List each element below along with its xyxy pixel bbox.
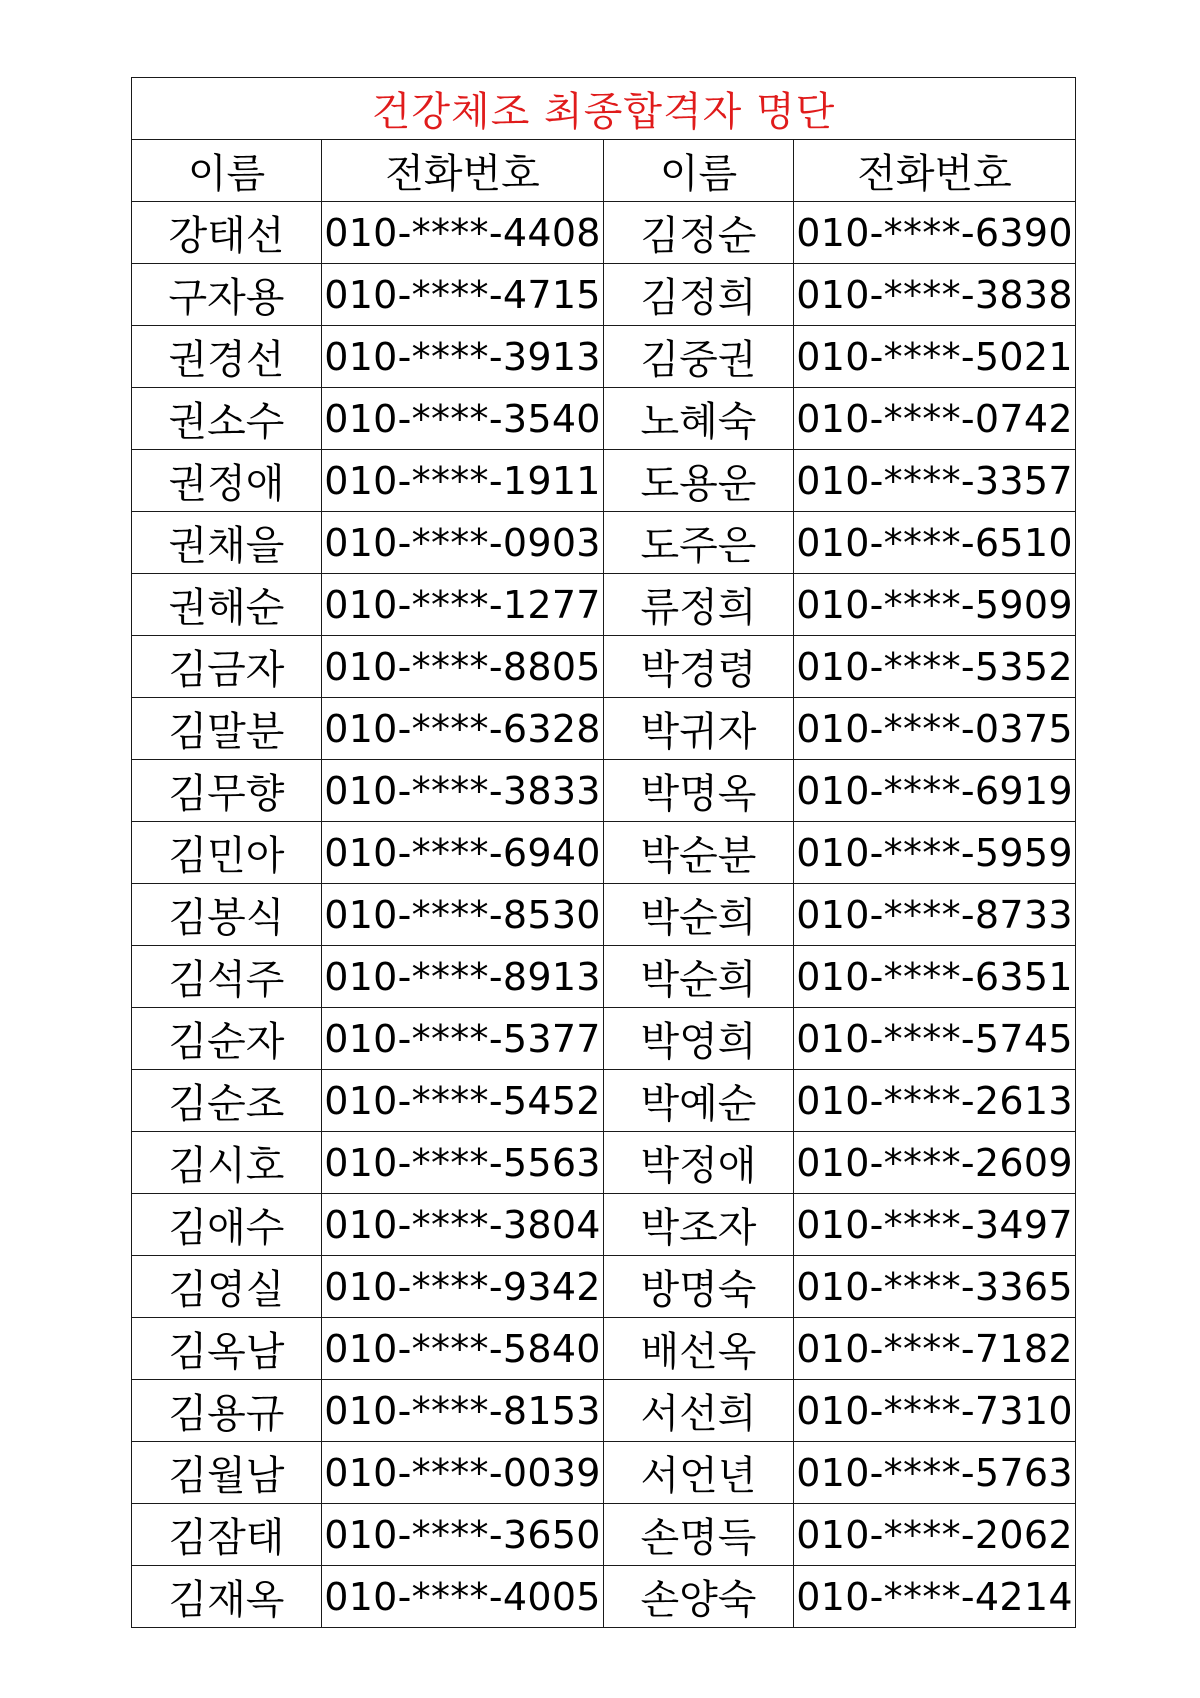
person-name-right: 박경령 — [604, 636, 794, 698]
table-row — [132, 1256, 1076, 1318]
column-header-phone-right: 전화번호 — [794, 140, 1076, 202]
person-name-left: 김애수 — [132, 1194, 322, 1256]
phone-number-left: 010-****-3540 — [322, 388, 604, 450]
table-row — [132, 1566, 1076, 1628]
person-name-right: 도용운 — [604, 450, 794, 512]
phone-number-right: 010-****-5021 — [794, 326, 1076, 388]
person-name-left: 김시호 — [132, 1132, 322, 1194]
phone-number-left: 010-****-4715 — [322, 264, 604, 326]
table-row — [132, 1194, 1076, 1256]
phone-number-left: 010-****-1277 — [322, 574, 604, 636]
person-name-left: 김잠태 — [132, 1504, 322, 1566]
phone-number-right: 010-****-5959 — [794, 822, 1076, 884]
table-row — [132, 512, 1076, 574]
person-name-right: 류정희 — [604, 574, 794, 636]
person-name-left: 권소수 — [132, 388, 322, 450]
phone-number-left: 010-****-3650 — [322, 1504, 604, 1566]
document-title: 건강체조 최종합격자 명단 — [132, 78, 1076, 140]
column-header-name-left: 이름 — [132, 140, 322, 202]
phone-number-right: 010-****-6919 — [794, 760, 1076, 822]
person-name-left: 김말분 — [132, 698, 322, 760]
phone-number-left: 010-****-3913 — [322, 326, 604, 388]
phone-number-left: 010-****-3833 — [322, 760, 604, 822]
phone-number-left: 010-****-5452 — [322, 1070, 604, 1132]
phone-number-right: 010-****-6390 — [794, 202, 1076, 264]
person-name-right: 박정애 — [604, 1132, 794, 1194]
phone-number-right: 010-****-7310 — [794, 1380, 1076, 1442]
table-row — [132, 1318, 1076, 1380]
phone-number-right: 010-****-2613 — [794, 1070, 1076, 1132]
person-name-left: 김순자 — [132, 1008, 322, 1070]
person-name-right: 박순희 — [604, 946, 794, 1008]
table-row — [132, 822, 1076, 884]
phone-number-left: 010-****-6940 — [322, 822, 604, 884]
person-name-right: 배선옥 — [604, 1318, 794, 1380]
phone-number-left: 010-****-8805 — [322, 636, 604, 698]
person-name-right: 노혜숙 — [604, 388, 794, 450]
person-name-left: 김순조 — [132, 1070, 322, 1132]
person-name-right: 손양숙 — [604, 1566, 794, 1628]
phone-number-left: 010-****-4408 — [322, 202, 604, 264]
person-name-right: 서언년 — [604, 1442, 794, 1504]
phone-number-left: 010-****-8913 — [322, 946, 604, 1008]
table-row — [132, 326, 1076, 388]
person-name-right: 김중권 — [604, 326, 794, 388]
person-name-left: 김무향 — [132, 760, 322, 822]
person-name-right: 박조자 — [604, 1194, 794, 1256]
person-name-left: 권채을 — [132, 512, 322, 574]
person-name-left: 김민아 — [132, 822, 322, 884]
phone-number-left: 010-****-9342 — [322, 1256, 604, 1318]
person-name-right: 김정순 — [604, 202, 794, 264]
table-row — [132, 1442, 1076, 1504]
phone-number-left: 010-****-5563 — [322, 1132, 604, 1194]
phone-number-left: 010-****-5377 — [322, 1008, 604, 1070]
column-header-name-right: 이름 — [604, 140, 794, 202]
column-header-phone-left: 전화번호 — [322, 140, 604, 202]
phone-number-left: 010-****-0039 — [322, 1442, 604, 1504]
person-name-left: 김재옥 — [132, 1566, 322, 1628]
phone-number-right: 010-****-5763 — [794, 1442, 1076, 1504]
person-name-left: 김옥남 — [132, 1318, 322, 1380]
table-row — [132, 884, 1076, 946]
table-row — [132, 1008, 1076, 1070]
person-name-left: 강태선 — [132, 202, 322, 264]
table-row — [132, 450, 1076, 512]
person-name-right: 박귀자 — [604, 698, 794, 760]
person-name-left: 김영실 — [132, 1256, 322, 1318]
phone-number-right: 010-****-3357 — [794, 450, 1076, 512]
table-row — [132, 1070, 1076, 1132]
person-name-left: 권해순 — [132, 574, 322, 636]
person-name-right: 박예순 — [604, 1070, 794, 1132]
phone-number-left: 010-****-1911 — [322, 450, 604, 512]
phone-number-right: 010-****-4214 — [794, 1566, 1076, 1628]
person-name-right: 박순분 — [604, 822, 794, 884]
title-row — [132, 78, 1076, 140]
person-name-right: 방명숙 — [604, 1256, 794, 1318]
table-row — [132, 202, 1076, 264]
person-name-left: 구자용 — [132, 264, 322, 326]
table-row — [132, 574, 1076, 636]
table-row — [132, 264, 1076, 326]
phone-number-left: 010-****-0903 — [322, 512, 604, 574]
person-name-left: 김월남 — [132, 1442, 322, 1504]
phone-number-right: 010-****-7182 — [794, 1318, 1076, 1380]
table-row — [132, 1132, 1076, 1194]
table-row — [132, 1504, 1076, 1566]
phone-number-right: 010-****-6510 — [794, 512, 1076, 574]
person-name-left: 김석주 — [132, 946, 322, 1008]
table-row — [132, 698, 1076, 760]
header-row — [132, 140, 1076, 202]
phone-number-right: 010-****-2609 — [794, 1132, 1076, 1194]
passer-roster-table — [131, 77, 1076, 1628]
phone-number-right: 010-****-5352 — [794, 636, 1076, 698]
phone-number-right: 010-****-6351 — [794, 946, 1076, 1008]
phone-number-right: 010-****-2062 — [794, 1504, 1076, 1566]
phone-number-left: 010-****-8153 — [322, 1380, 604, 1442]
phone-number-right: 010-****-0375 — [794, 698, 1076, 760]
phone-number-right: 010-****-3365 — [794, 1256, 1076, 1318]
roster-sheet — [131, 77, 1075, 1628]
person-name-right: 서선희 — [604, 1380, 794, 1442]
table-row — [132, 946, 1076, 1008]
table-row — [132, 1380, 1076, 1442]
phone-number-left: 010-****-5840 — [322, 1318, 604, 1380]
person-name-left: 김봉식 — [132, 884, 322, 946]
person-name-right: 박명옥 — [604, 760, 794, 822]
person-name-right: 손명득 — [604, 1504, 794, 1566]
phone-number-right: 010-****-5909 — [794, 574, 1076, 636]
phone-number-right: 010-****-0742 — [794, 388, 1076, 450]
person-name-right: 박영희 — [604, 1008, 794, 1070]
person-name-right: 김정희 — [604, 264, 794, 326]
phone-number-left: 010-****-4005 — [322, 1566, 604, 1628]
table-row — [132, 760, 1076, 822]
table-row — [132, 636, 1076, 698]
phone-number-right: 010-****-5745 — [794, 1008, 1076, 1070]
person-name-left: 김금자 — [132, 636, 322, 698]
roster-body — [132, 202, 1076, 1628]
person-name-left: 권정애 — [132, 450, 322, 512]
person-name-right: 도주은 — [604, 512, 794, 574]
phone-number-right: 010-****-3497 — [794, 1194, 1076, 1256]
phone-number-left: 010-****-3804 — [322, 1194, 604, 1256]
person-name-right: 박순희 — [604, 884, 794, 946]
phone-number-right: 010-****-3838 — [794, 264, 1076, 326]
phone-number-left: 010-****-8530 — [322, 884, 604, 946]
table-row — [132, 388, 1076, 450]
person-name-left: 권경선 — [132, 326, 322, 388]
person-name-left: 김용규 — [132, 1380, 322, 1442]
phone-number-right: 010-****-8733 — [794, 884, 1076, 946]
phone-number-left: 010-****-6328 — [322, 698, 604, 760]
